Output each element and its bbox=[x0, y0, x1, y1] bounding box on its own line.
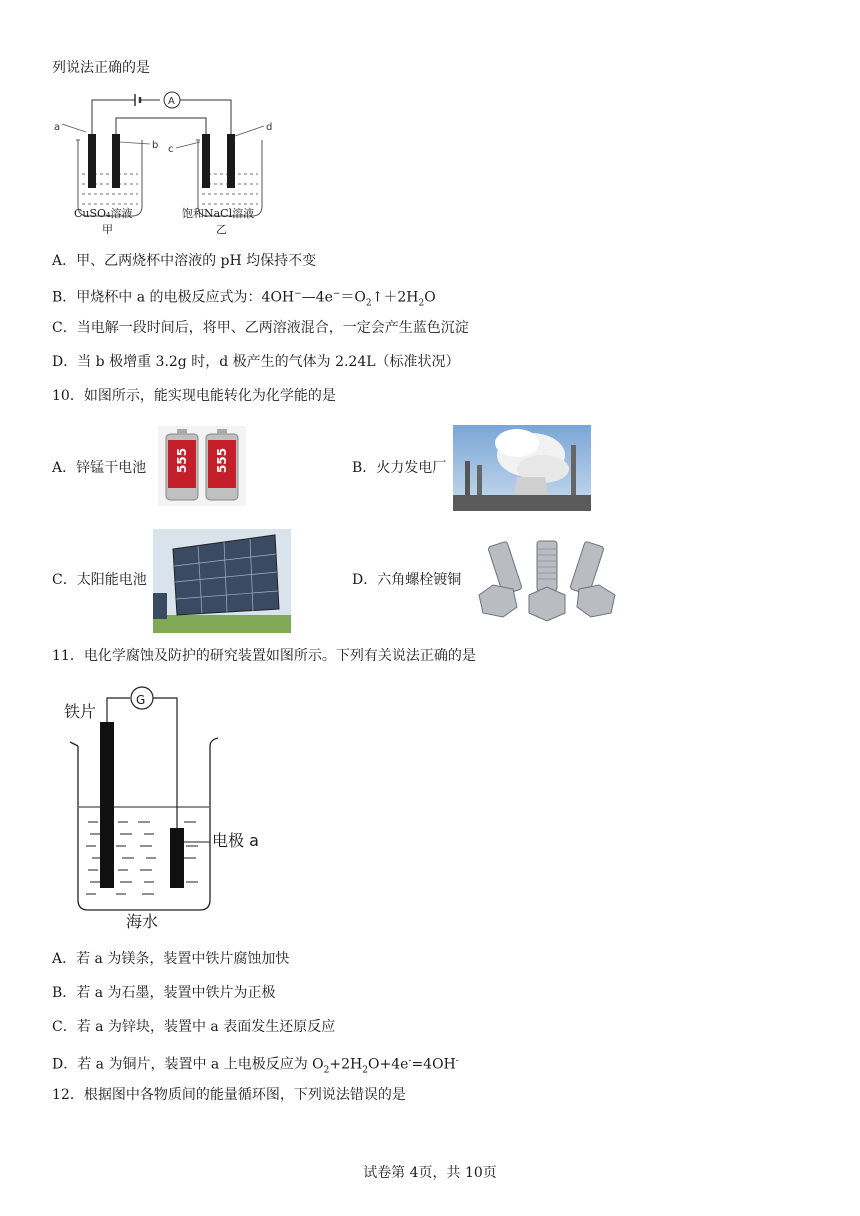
left-solution-label: CuSO₄溶液 bbox=[74, 207, 133, 220]
seawater-label: 海水 bbox=[126, 912, 159, 931]
q9-stem-tail: 列说法正确的是 bbox=[52, 60, 150, 76]
q10-stem: 10．如图所示，能实现电能转化为化学能的是 bbox=[52, 388, 336, 404]
q11-stem: 11．电化学腐蚀及防护的研究装置如图所示。下列有关说法正确的是 bbox=[52, 648, 476, 664]
electrode-c-label: c bbox=[168, 144, 174, 155]
left-beaker-name: 甲 bbox=[102, 223, 113, 236]
q9-option-b: B．甲烧杯中 a 的电极反应式为：$4OH^-—4e^-=O_2↑+2H_2O$ bbox=[52, 289, 436, 309]
q11-option-d: D．若 a 为铜片，装置中 a 上电极反应为 $O_2+2H_2O+4e^-=4OH^-$ bbox=[52, 1056, 459, 1076]
galvanometer-label: G bbox=[136, 693, 146, 707]
bolts-image bbox=[469, 533, 625, 627]
electrode-b-label: b bbox=[152, 140, 159, 151]
ammeter-label: A bbox=[168, 96, 175, 107]
electrode-d-label: d bbox=[266, 122, 273, 133]
q11-option-c: C．若 a 为锌块，装置中 a 表面发生还原反应 bbox=[52, 1019, 336, 1035]
solar-panel-image bbox=[153, 529, 291, 633]
q9-option-a: A．甲、乙两烧杯中溶液的 pH 均保持不变 bbox=[52, 253, 317, 269]
q10-option-d: D．六角螺栓镀铜 bbox=[352, 572, 462, 588]
corrosion-diagram bbox=[60, 682, 290, 938]
iron-sheet-label: 铁片 bbox=[64, 702, 97, 721]
q11-option-b: B．若 a 为石墨，装置中铁片为正极 bbox=[52, 985, 276, 1001]
electrode-a-label: a bbox=[54, 122, 61, 133]
q9-option-c: C．当电解一段时间后，将甲、乙两溶液混合，一定会产生蓝色沉淀 bbox=[52, 320, 469, 336]
q9-option-d: D．当 b 极增重 3.2g 时，d 极产生的气体为 2.24L（标准状况） bbox=[52, 354, 460, 370]
svg-text:555: 555 bbox=[215, 447, 229, 473]
power-plant-image bbox=[453, 425, 591, 511]
page-footer: 试卷第 4页，共 10页 bbox=[363, 1165, 497, 1181]
electrolysis-diagram bbox=[50, 88, 290, 240]
q12-stem: 12．根据图中各物质间的能量循环图，下列说法错误的是 bbox=[52, 1087, 406, 1103]
q10-option-a: A．锌锰干电池 bbox=[52, 460, 147, 476]
right-beaker-name: 乙 bbox=[216, 223, 227, 236]
svg-text:555: 555 bbox=[175, 447, 189, 473]
battery-image bbox=[158, 426, 246, 506]
q10-option-b: B．火力发电厂 bbox=[352, 460, 447, 476]
electrode-a-label: 电极 a bbox=[212, 831, 259, 850]
q11-option-a: A．若 a 为镁条，装置中铁片腐蚀加快 bbox=[52, 951, 290, 967]
right-solution-label: 饱和NaCl溶液 bbox=[182, 207, 255, 220]
q10-option-c: C．太阳能电池 bbox=[52, 572, 147, 588]
